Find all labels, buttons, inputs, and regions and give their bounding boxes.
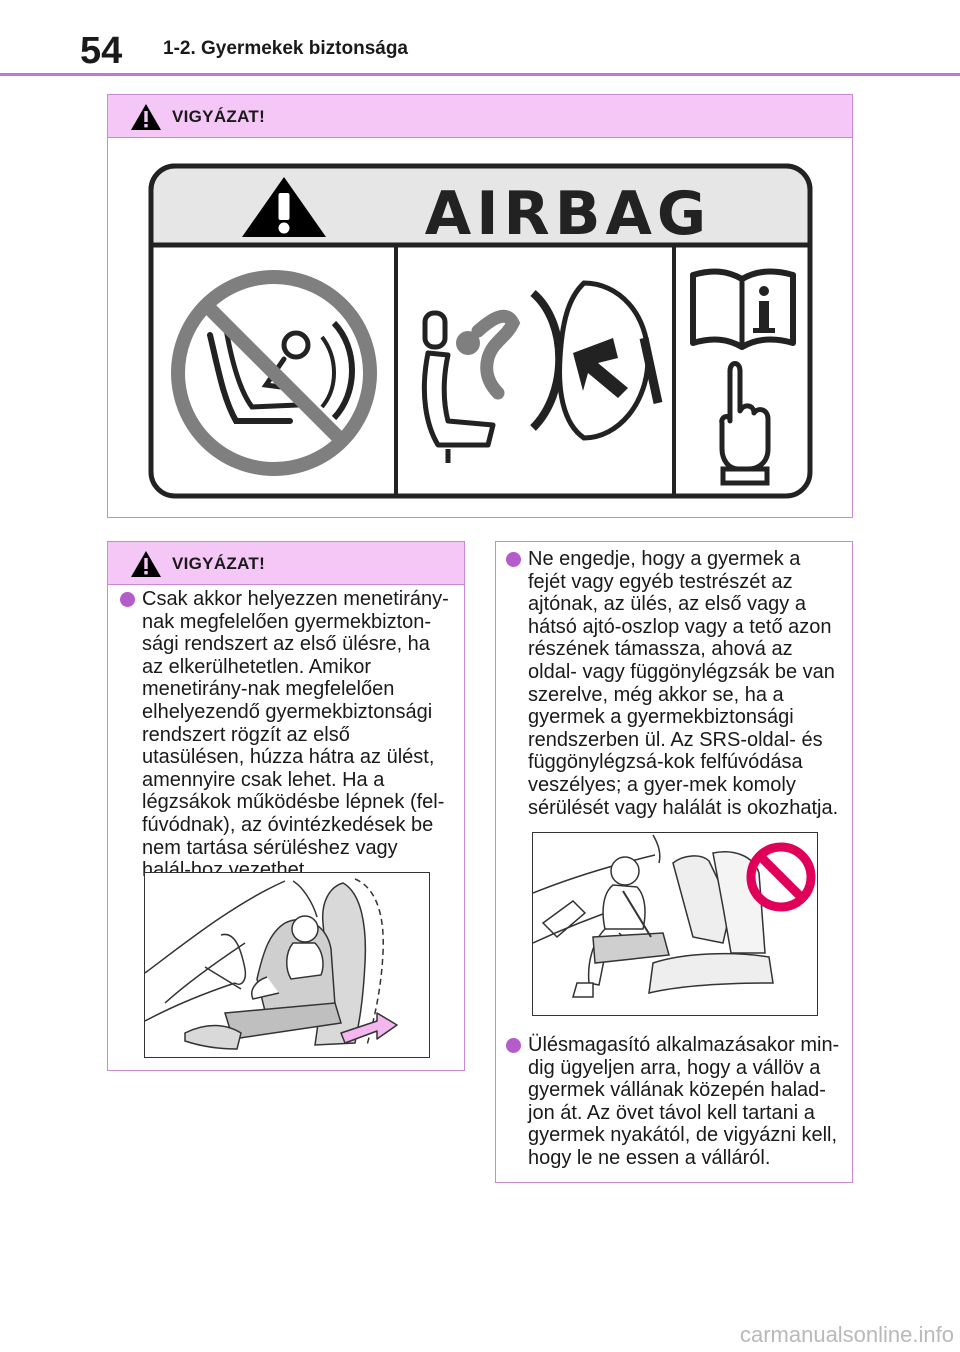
- page-number: 54: [80, 30, 123, 72]
- page-header: [0, 0, 960, 82]
- header-rule: [0, 73, 960, 76]
- section-title: 1-2. Gyermekek biztonsága: [163, 38, 408, 59]
- caution-label: VIGYÁZAT!: [172, 107, 266, 126]
- caution-header: [108, 95, 852, 138]
- list-item: [116, 588, 450, 882]
- bullet-icon: [506, 552, 521, 567]
- right-caution-box: [495, 541, 853, 1183]
- caution-header: [108, 542, 464, 585]
- warning-triangle-icon: [130, 550, 162, 578]
- top-caution-box: [107, 94, 853, 518]
- airbag-title: AIRBAG: [424, 179, 712, 249]
- airbag-warning-label: [148, 163, 813, 499]
- bullet-text: Ülésmagasító alkalmazásakor min-dig ügyeljen arra, hogy a vállöv a gyermek vállának közepén halad-jon át. Az övet távol kell tartani a gyermek nyakától, de vigyázni kell, hogy le ne essen a válláról.: [528, 1034, 840, 1169]
- caution-label: VIGYÁZAT!: [172, 554, 266, 573]
- manual-info-icon: [693, 272, 793, 347]
- list-item: [502, 548, 842, 819]
- bullet-text: Csak akkor helyezzen menetirány-nak megfelelően gyermekbizton-sági rendszert az első ülésre, ha az elkerülhetetlen. Amikor menetirány-nak megfelelően elhelyezendő gyermekbiztonsági rendszert rögzít az első utasülésen, húzza hátra az ülést, amennyire csak lehet. Ha a légzsákok működésbe lépnek (fel-fúvódnak), az óvintézkedések be nem tartása sérüléshez vagy halál-hoz vezethet.: [142, 588, 449, 882]
- list-item: [502, 1034, 842, 1170]
- bullet-icon: [120, 592, 135, 607]
- left-caution-box: [107, 541, 465, 1071]
- warning-triangle-icon: [130, 103, 162, 131]
- bullet-icon: [506, 1038, 521, 1053]
- watermark: carmanualsonline.info: [739, 1322, 954, 1347]
- forward-child-seat-illustration: [144, 872, 430, 1058]
- bullet-text: Ne engedje, hogy a gyermek a fejét vagy egyéb testrészét az ajtónak, az ülés, az első vagy a hátsó ajtó-oszlop vagy a tető azon részének támassza, ahová az oldal- vagy függönylégzsák be van szerelve, még akkor se, ha a gyermek a gyermekbiztonsági rendszerben ül. Az SRS-oldal- és függönylégzsá-kok felfúvódása veszélyes; a gyer-mek komoly sérülését vagy halálát is okozhatja.: [528, 548, 839, 819]
- child-head-on-door-illustration: [532, 832, 818, 1016]
